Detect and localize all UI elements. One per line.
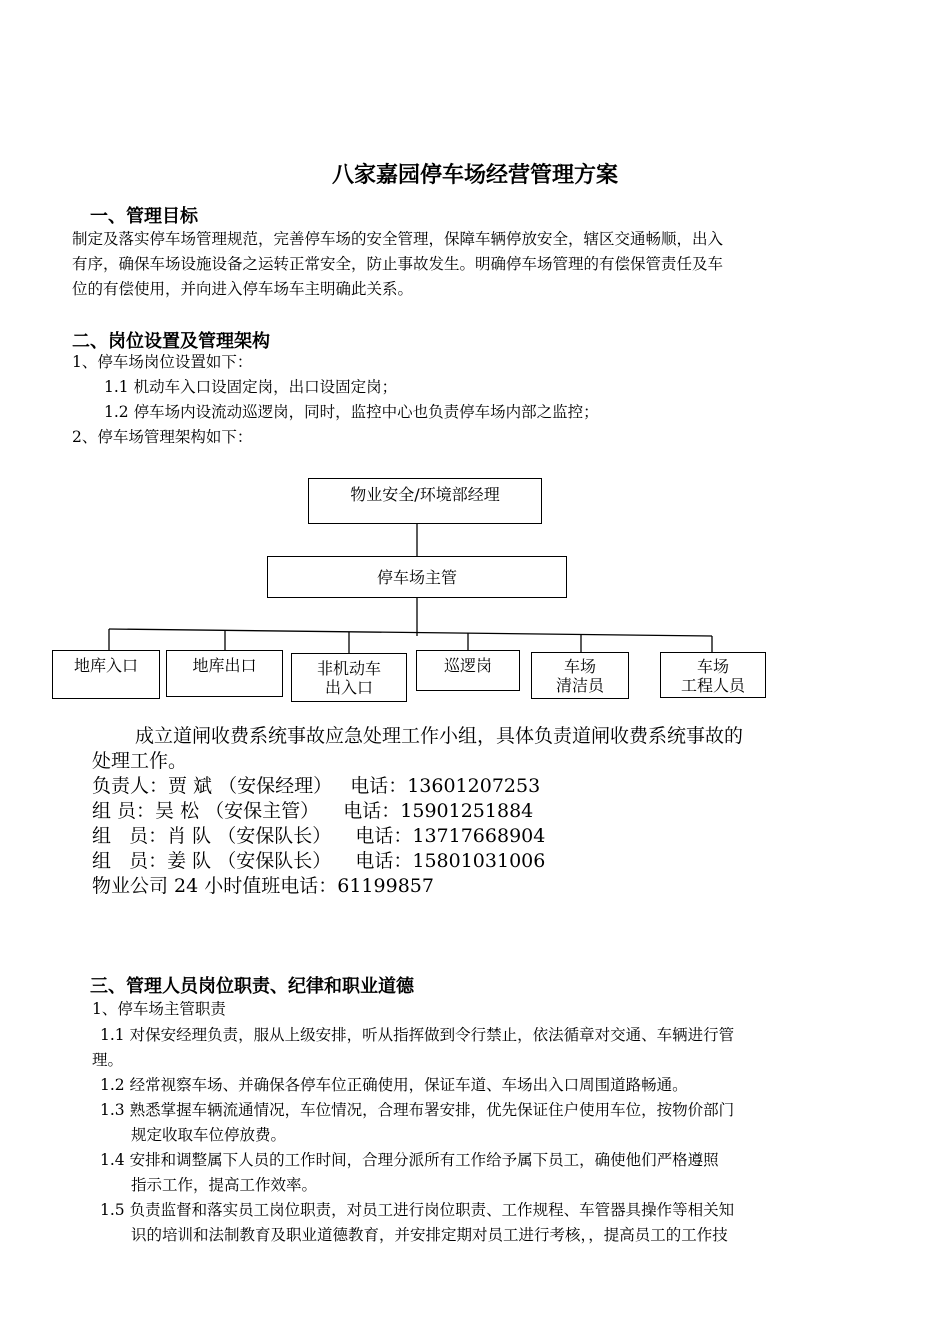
org-box-supervisor: [267, 556, 567, 598]
document-title: 八家嘉园停车场经营管理方案: [331, 162, 618, 188]
section3-sub-1: 1、停车场主管职责: [92, 1000, 226, 1018]
emergency-member-3: 组 员：肖 队 （安保队长） 电话：13717668904: [92, 825, 546, 847]
section1-heading: 一、管理目标: [90, 206, 198, 227]
org-box-garage-exit: [166, 650, 283, 697]
duty-1-5-cont: 识的培训和法制教育及职业道德教育，并安排定期对员工进行考核，，提高员工的工作技: [131, 1226, 728, 1244]
org-box-patrol: [416, 650, 520, 691]
org-box-supervisor-label: 停车场主管: [376, 568, 457, 587]
duty-1-3: 1.3 熟悉掌握车辆流通情况，车位情况，合理布署安排，优先保证住户使用车位，按物价部门: [100, 1101, 735, 1119]
section1-line-2: 有序，确保车场设施设备之运转正常安全，防止事故发生。明确停车场管理的有偿保管责任及车: [72, 255, 724, 273]
section2-item-1-2: 1.2 停车场内设流动巡逻岗，同时，监控中心也负责停车场内部之监控；: [104, 403, 599, 421]
org-box-manager-label: 物业安全/环境部经理: [350, 485, 500, 504]
section3-heading: 三、管理人员岗位职责、纪律和职业道德: [90, 976, 414, 997]
section2-heading: 二、岗位设置及管理架构: [72, 331, 270, 352]
org-box-label: 车场: [563, 657, 596, 676]
org-box-label: 地库入口: [73, 656, 138, 675]
emergency-member-1: 负责人：贾 斌 （安保经理） 电话：13601207253: [92, 775, 541, 797]
emergency-member-4: 组 员：姜 队 （安保队长） 电话：15801031006: [92, 850, 546, 872]
duty-1-1-cont: 理。: [92, 1051, 124, 1069]
duty-1-3-cont: 规定收取车位停放费。: [131, 1126, 287, 1144]
section1-line-3: 位的有偿使用，并向进入停车场车主明确此关系。: [72, 280, 414, 298]
duty-1-4-cont: 指示工作，提高工作效率。: [131, 1176, 318, 1194]
duty-1-4: 1.4 安排和调整属下人员的工作时间，合理分派所有工作给予属下员工，确使他们严格遵照: [100, 1151, 719, 1169]
section2-item-1: 1、停车场岗位设置如下：: [72, 353, 253, 371]
emergency-member-2: 组 员：吴 松 （安保主管） 电话：15901251884: [92, 800, 534, 822]
org-box-label-2: 清洁员: [555, 676, 604, 695]
org-box-engineering: [660, 652, 766, 698]
emergency-hotline: 物业公司 24 小时值班电话：61199857: [92, 875, 434, 897]
org-box-label: 车场: [696, 657, 729, 676]
org-box-label-2: 出入口: [324, 678, 373, 697]
duty-1-2: 1.2 经常视察车场、并确保各停车位正确使用，保证车道、车场出入口周围道路畅通。: [100, 1076, 688, 1094]
duty-1-5: 1.5 负责监督和落实员工岗位职责，对员工进行岗位职责、工作规程、车管器具操作等相关知: [100, 1201, 735, 1219]
emergency-line-2: 处理工作。: [92, 750, 188, 772]
org-box-garage-entrance: [52, 650, 160, 699]
duty-1-1: 1.1 对保安经理负责，服从上级安排，听从指挥做到令行禁止，依法循章对交通、车辆进行管: [100, 1026, 735, 1044]
org-box-label-2: 工程人员: [680, 676, 745, 695]
section1-line-1: 制定及落实停车场管理规范，完善停车场的安全管理，保障车辆停放安全，辖区交通畅顺，出入: [72, 230, 724, 248]
org-box-nonmotor-gate: [291, 653, 407, 702]
org-box-label: 非机动车: [316, 659, 381, 678]
org-box-label: 地库出口: [192, 656, 257, 675]
section2-item-2: 2、停车场管理架构如下：: [72, 428, 253, 446]
org-box-manager: [308, 478, 542, 524]
emergency-line-1: 成立道闸收费系统事故应急处理工作小组，具体负责道闸收费系统事故的: [135, 725, 744, 747]
org-box-label: 巡逻岗: [443, 656, 492, 675]
org-box-cleaner: [531, 652, 629, 699]
section2-item-1-1: 1.1 机动车入口设固定岗，出口设固定岗；: [104, 378, 398, 396]
